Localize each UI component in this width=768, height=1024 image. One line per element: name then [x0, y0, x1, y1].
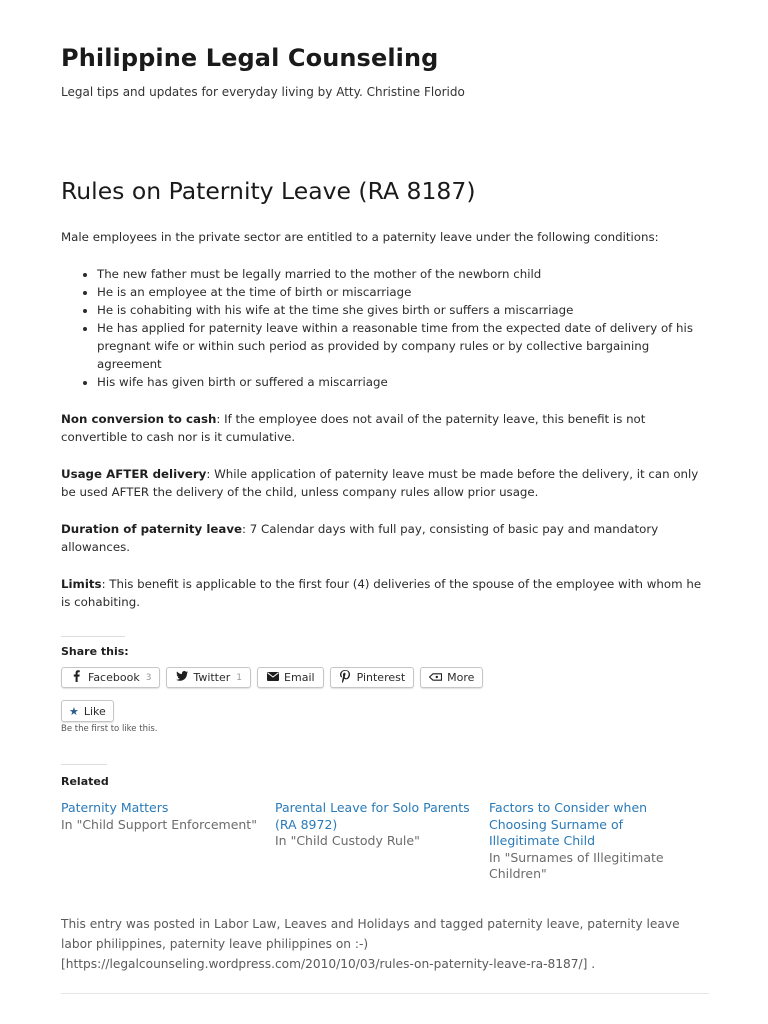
post-title: Rules on Paternity Leave (RA 8187) [61, 177, 476, 205]
share-label: Email [284, 671, 315, 684]
related-post [489, 800, 689, 883]
list-item: • He has applied for paternity leave within a reasonable time from the expected date of delivery of his pregnant wife or within such period as provided by company rules or by collective bargaining agreement [97, 319, 709, 373]
pinterest-icon [339, 670, 352, 686]
email-icon [266, 671, 279, 684]
share-label: Twitter [193, 671, 231, 684]
list-item: • He is an employee at the time of birth or miscarriage [97, 283, 709, 301]
share-divider [61, 636, 125, 637]
section-label: Limits [61, 577, 102, 591]
related-post-link[interactable]: Paternity Matters [61, 800, 169, 815]
related-post-link[interactable]: Factors to Consider when Choosing Surname of Illegitimate Child [489, 800, 648, 848]
share-heading: Share this: [61, 645, 129, 658]
share-facebook-button[interactable] [61, 667, 160, 688]
star-icon: ★ [69, 704, 79, 718]
related-post [61, 800, 261, 833]
related-post [275, 800, 475, 850]
share-pinterest-button[interactable] [330, 667, 415, 688]
share-count: 3 [145, 672, 152, 683]
related-post-context: In "Child Custody Rule" [275, 833, 420, 848]
like-button[interactable] [61, 700, 114, 722]
section-non-conversion [61, 410, 709, 446]
section-limits [61, 575, 709, 611]
site-description: Legal tips and updates for everyday living by Atty. Christine Florido [61, 85, 465, 99]
section-text: : While application of paternity leave must be made before the delivery, it can only be used AFTER the delivery of the child, unless company rules allow prior usage. [61, 467, 699, 499]
related-heading: Related [61, 775, 109, 788]
site-title[interactable]: Philippine Legal Counseling [61, 44, 439, 72]
like-caption: Be the first to like this. [61, 724, 158, 734]
related-post-context: In "Child Support Enforcement" [61, 816, 257, 832]
share-label: Pinterest [356, 671, 406, 684]
list-item: • The new father must be legally married to the mother of the newborn child [97, 265, 709, 283]
share-more-button[interactable] [420, 667, 483, 688]
section-text: : This benefit is applicable to the first four (4) deliveries of the spouse of the employee with whom he is cohabiting. [61, 577, 702, 609]
like-label: Like [83, 704, 106, 718]
section-usage [61, 465, 709, 501]
related-post-context: In "Surnames of Illegitimate Children" [489, 849, 664, 881]
list-item: • He is cohabiting with his wife at the time she gives birth or suffers a miscarriage [97, 301, 709, 319]
entry-meta: This entry was posted in Labor Law, Leaves and Holidays and tagged paternity leave, paternity leave labor philippines, paternity leave philippines on :-) [https://legalcounseling.wordpress.com/2010/10/03/rules-on-paternity-leave-ra-8187/] . [61, 917, 680, 971]
post-content [61, 228, 709, 630]
share-count: 1 [236, 672, 243, 683]
section-text: : 7 Calendar days with full pay, consisting of basic pay and mandatory allowances. [61, 522, 659, 554]
related-post-link[interactable]: Parental Leave for Solo Parents (RA 8972) [275, 800, 470, 832]
share-twitter-button[interactable] [166, 667, 251, 688]
section-label: Non conversion to cash [61, 412, 217, 426]
section-duration [61, 520, 709, 556]
share-buttons [61, 667, 483, 688]
section-label: Duration of paternity leave [61, 522, 243, 536]
share-label: Facebook [88, 671, 140, 684]
section-label: Usage AFTER delivery [61, 467, 207, 481]
share-label: More [447, 671, 475, 684]
more-icon [429, 671, 442, 684]
post-intro: Male employees in the private sector are entitled to a paternity leave under the following conditions: [61, 230, 659, 244]
share-email-button[interactable] [257, 667, 324, 688]
conditions-list [61, 265, 709, 391]
section-text: : If the employee does not avail of the paternity leave, this benefit is not convertible to cash nor is it cumulative. [61, 412, 646, 444]
related-divider [61, 764, 107, 765]
twitter-icon [175, 671, 188, 684]
bottom-divider [61, 993, 709, 994]
facebook-icon [70, 670, 83, 685]
list-item: • His wife has given birth or suffered a miscarriage [97, 373, 709, 391]
